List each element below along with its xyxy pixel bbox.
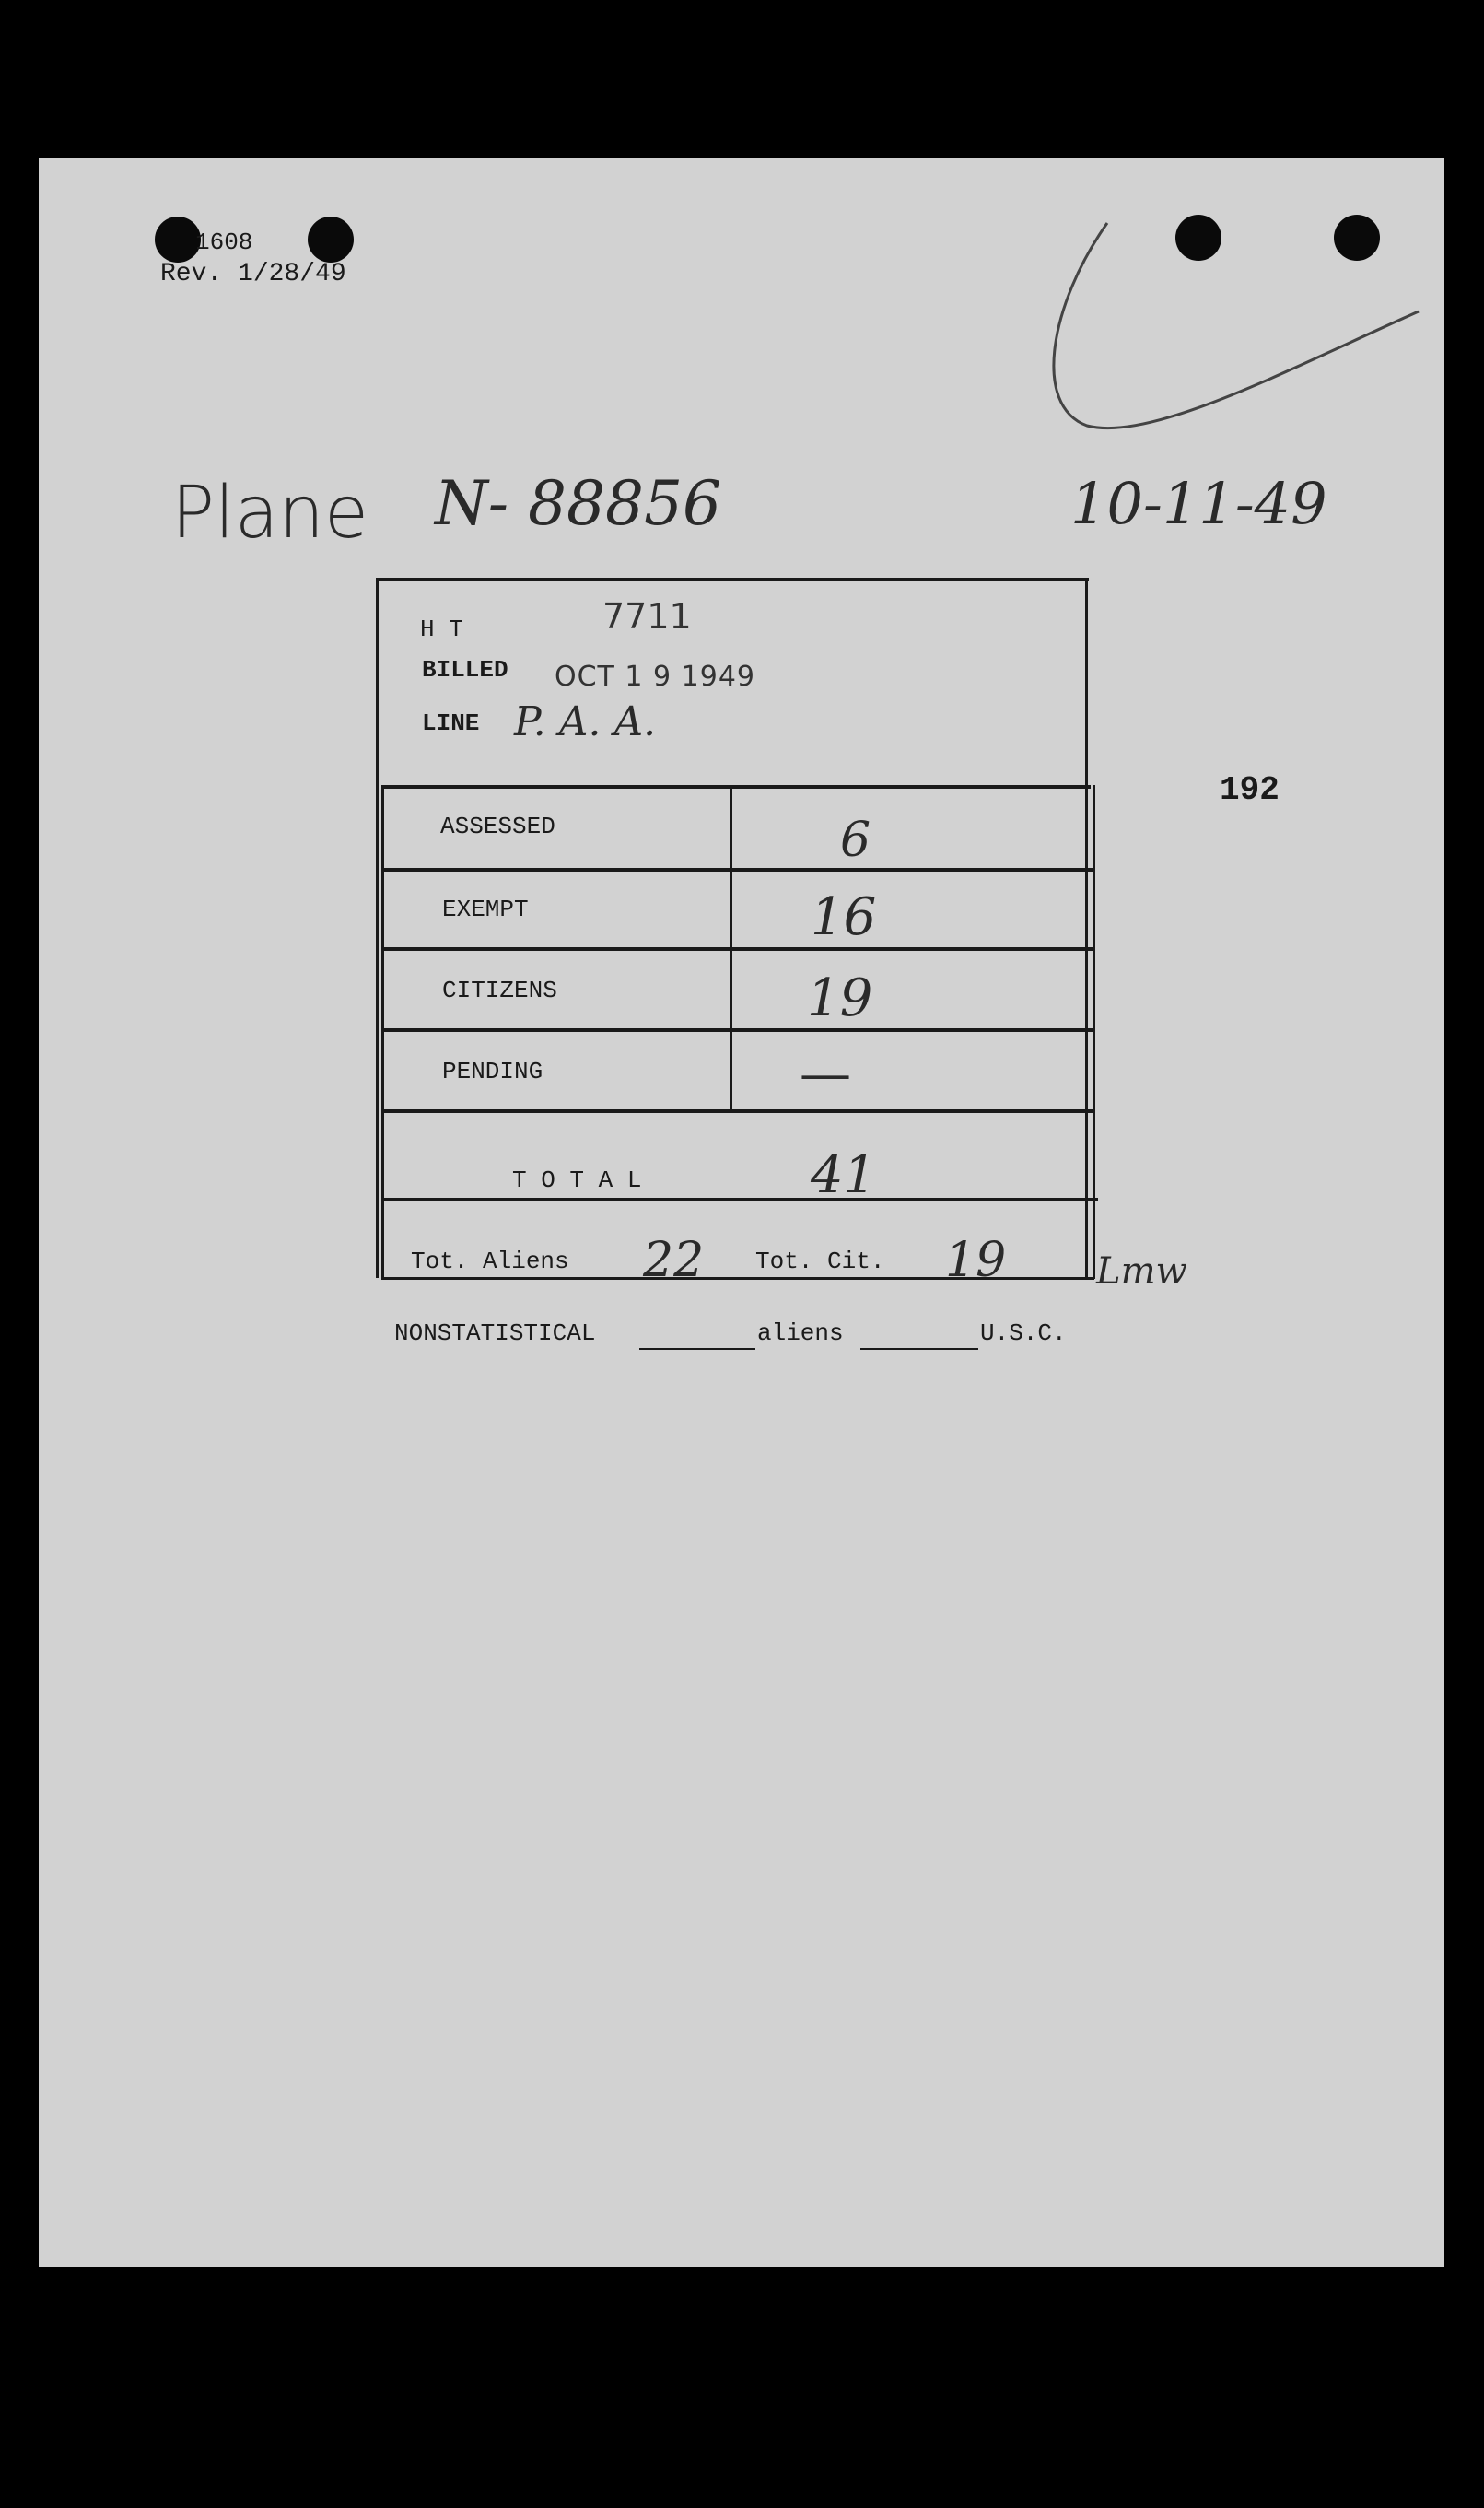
page-number: 192 [1220,771,1280,809]
form-revision: Rev. 1/28/49 [160,260,346,288]
row-value-assessed: 6 [840,813,871,868]
row-divider-2 [381,947,1094,951]
billed-date-stamp: OCT 1 9 1949 [555,661,756,693]
row-divider-1 [381,868,1094,872]
row-value-pending: — [800,1044,851,1104]
row-divider-3 [381,1028,1094,1032]
ht-label: H T [420,615,463,643]
handwritten-plane-number: N- 88856 [435,468,721,539]
rows-left-border [381,785,384,1279]
total-value: 41 [811,1145,877,1205]
handwritten-plane-label: Plane [171,472,368,555]
row-label-citizens: CITIZENS [442,977,557,1004]
handwritten-initials: Lmw [1096,1250,1187,1293]
line-label: LINE [422,709,480,737]
nonstatistical-label: NONSTATISTICAL [394,1319,596,1347]
row-value-exempt: 16 [811,887,877,947]
rows-top-border [381,785,1091,789]
handwritten-date: 10-11-49 [1070,470,1327,537]
table-left-border [376,578,379,1278]
usc-word: U.S.C. [980,1319,1067,1347]
rows-right-border [1093,785,1095,1279]
column-divider [730,785,732,1111]
aliens-word: aliens [757,1319,844,1347]
total-aliens-label: Tot. Aliens [411,1248,569,1275]
ht-value: 7711 [602,596,692,637]
row-label-pending: PENDING [442,1058,543,1085]
line-value: P. A. A. [514,698,657,745]
billed-label: BILLED [422,656,508,684]
total-citizens-label: Tot. Cit. [755,1248,885,1275]
total-citizens-value: 19 [945,1233,1007,1288]
table-top-border [376,578,1089,581]
row-label-exempt: EXEMPT [442,896,529,923]
form-number: 1608 [195,229,253,256]
nonstat-aliens-blank [639,1348,755,1350]
total-aliens-value: 22 [643,1233,705,1288]
row-label-assessed: ASSESSED [440,813,555,840]
total-label: T O T A L [512,1166,642,1194]
nonstat-usc-blank [860,1348,978,1350]
total-divider [381,1198,1098,1201]
row-divider-4 [381,1109,1094,1113]
row-value-citizens: 19 [807,968,873,1028]
table-right-border [1085,578,1088,1278]
